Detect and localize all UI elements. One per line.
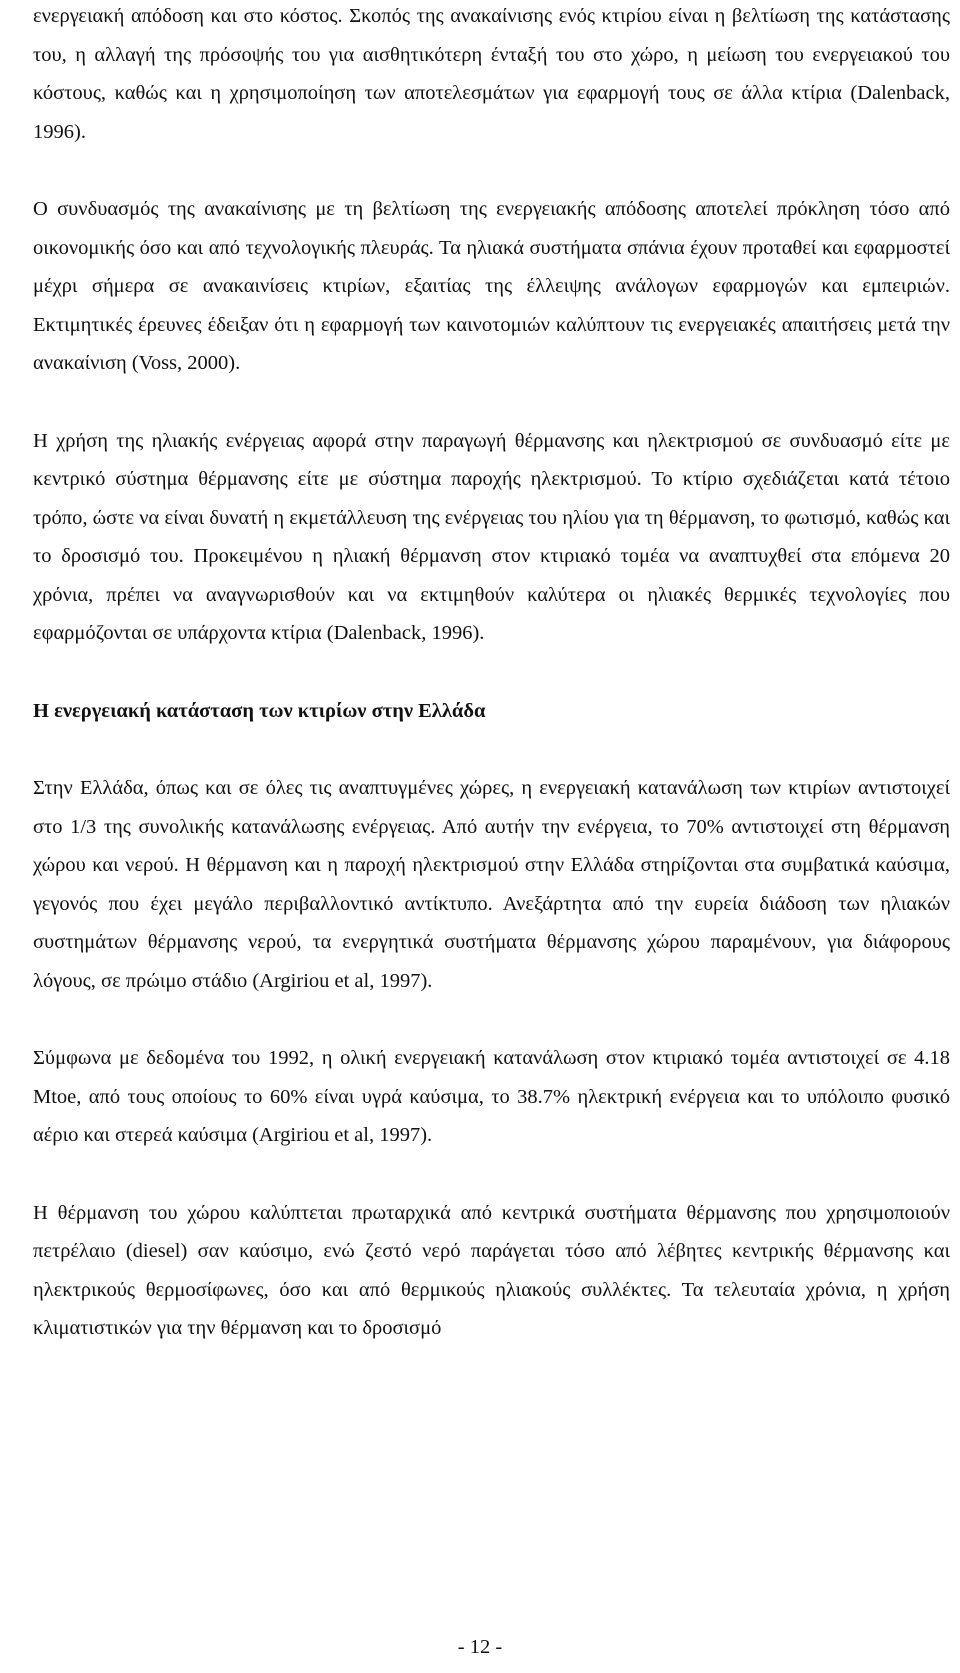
paragraph-gap bbox=[33, 730, 950, 769]
paragraph-solar-energy-use: Η χρήση της ηλιακής ενέργειας αφορά στην παραγωγή θέρμανσης και ηλεκτρισμού σε συνδυασμό είτε με κεντρικό σύστημα θέρμανσης είτε με σύστημα παροχής ηλεκτρισμού. Το κτίριο σχεδιάζεται κατά τέτοιο τρόπο, ώστε να είναι δυνατή η εκμετάλλευση της ενέργειας του ηλίου για τη θέρμανση, το φωτισμό, καθώς και το δροσισμό του. Προκειμένου η ηλιακή θέρμανση στον κτιριακό τομέα να αναπτυχθεί στα επόμενα 20 χρόνια, πρέπει να αναγνωρισθούν και να εκτιμηθούν καλύτερα οι ηλιακές θερμικές τεχνολογίες που εφαρμόζονται σε υπάρχοντα κτίρια (Dalenback, 1996). bbox=[33, 429, 950, 644]
paragraph-gap bbox=[33, 383, 950, 422]
paragraph-gap bbox=[33, 653, 950, 692]
paragraph-renovation-goals: ενεργειακή απόδοση και στο κόστος. Σκοπός της ανακαίνισης ενός κτιρίου είναι η βελτίωση της κατάστασης του, η αλλαγή της πρόσοψής του για αισθητικότερη ένταξή του στο χώρο, η μείωση του ενεργειακού του κόστους, καθώς και η χρησιμοποίηση των αποτελεσμάτων για εφαρμογή τους σε άλλα κτίρια (Dalenback, 1996). bbox=[33, 5, 950, 143]
paragraph-gap bbox=[33, 1000, 950, 1039]
page-number: - 12 - bbox=[457, 1636, 503, 1658]
section-heading: Η ενεργειακή κατάσταση των κτιρίων στην Ελλάδα bbox=[33, 699, 486, 722]
paragraph-1992-data: Σύμφωνα με δεδομένα του 1992, η ολική ενεργειακή κατανάλωση στον κτιριακό τομέα αντιστοιχεί σε 4.18 Mtoe, από τους οποίους το 60% είναι υγρά καύσιμα, το 38.7% ηλεκτρική ενέργεια και το υπόλοιπο φυσικό αέριο και στερεά καύσιμα (Argiriou et al, 1997). bbox=[33, 1047, 950, 1146]
paragraph-gap bbox=[33, 1155, 950, 1194]
paragraph-space-heating: Η θέρμανση του χώρου καλύπτεται πρωταρχικά από κεντρικά συστήματα θέρμανσης που χρησιμοποιούν πετρέλαιο (diesel) σαν καύσιμο, ενώ ζεστό νερό παράγεται τόσο από λέβητες κεντρικής θέρμανσης και ηλεκτρικούς θερμοσίφωνες, όσο και από θερμικούς ηλιακούς συλλέκτες. Τα τελευταία χρόνια, η χρήση κλιματιστικών για την θέρμανση και το δροσισμό bbox=[33, 1201, 950, 1339]
paragraph-greece-consumption: Στην Ελλάδα, όπως και σε όλες τις αναπτυγμένες χώρες, η ενεργειακή κατανάλωση των κτιρίων αντιστοιχεί στο 1/3 της συνολικής κατανάλωσης ενέργειας. Από αυτήν την ενέργεια, το 70% αντιστοιχεί στη θέρμανση χώρου και νερού. Η θέρμανση και η παροχή ηλεκτρισμού στην Ελλάδα στηρίζονται στα συμβατικά καύσιμα, γεγονός που έχει μεγάλο περιβαλλοντικό αντίκτυπο. Ανεξάρτητα από την ευρεία διάδοση των ηλιακών συστημάτων θέρμανσης νερού, τα ενεργητικά συστήματα θέρμανσης χώρου παραμένουν, για διάφορους λόγους, σε πρώιμο στάδιο (Argiriou et al, 1997). bbox=[33, 777, 950, 992]
paragraph-renovation-challenge: Ο συνδυασμός της ανακαίνισης με τη βελτίωση της ενεργειακής απόδοσης αποτελεί πρόκληση τόσο από οικονομικής όσο και από τεχνολογικής πλευράς. Τα ηλιακά συστήματα σπάνια έχουν προταθεί και εφαρμοστεί μέχρι σήμερα σε ανακαινίσεις κτιρίων, εξαιτίας της έλλειψης ανάλογων εφαρμογών και εμπειριών. Εκτιμητικές έρευνες έδειξαν ότι η εφαρμογή των καινοτομιών καλύπτουν τις ενεργειακές απαιτήσεις μετά την ανακαίνιση (Voss, 2000). bbox=[33, 198, 950, 374]
paragraph-gap bbox=[33, 151, 950, 190]
document-page bbox=[33, 0, 950, 1348]
